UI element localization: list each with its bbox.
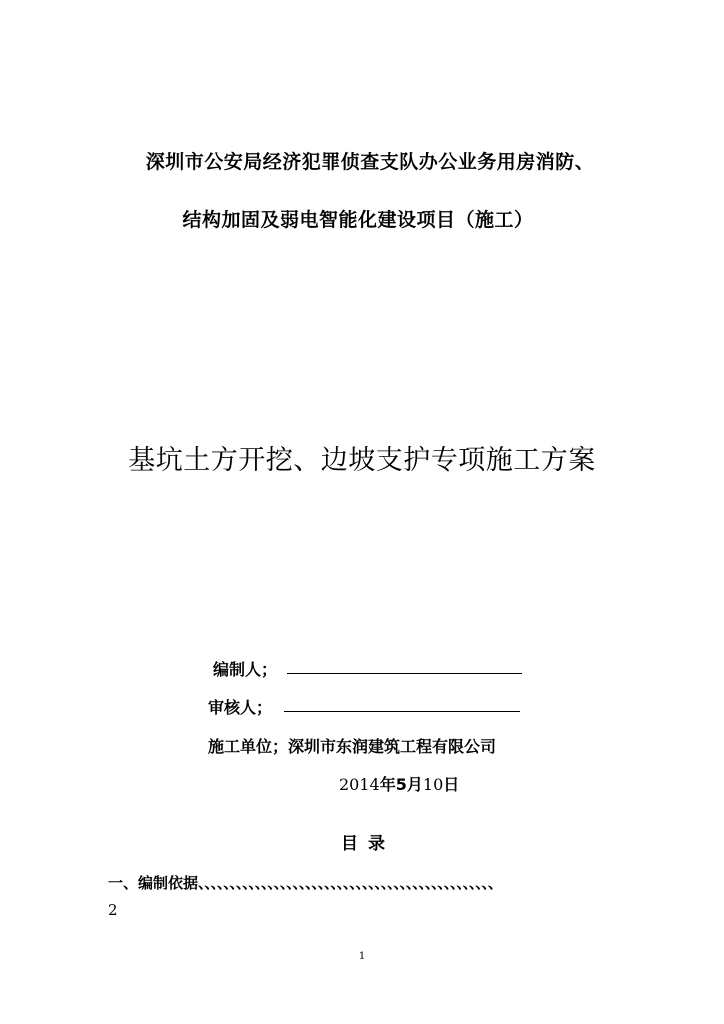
toc-entry[interactable] [108,868,633,925]
toc-heading: 目录 [341,834,395,854]
date-month-char: 月 [406,775,423,794]
toc-entry-label: 一、编制依据 [108,874,199,892]
compiler-label: 编制人； [213,660,278,679]
toc-entry-leader: 、、、、、、、、、、、、、、、、、、、、、、、、、、、、、、、、、、、、、、、、、、、、、、、 [198,874,502,892]
toc-entry-page: 2 [108,901,118,919]
page-number: 1 [358,951,366,962]
date-year-char: 年 [379,775,396,794]
date-day-char: 日 [443,775,460,794]
construction-unit-label: 施工单位； [208,737,289,756]
construction-unit-row [208,734,496,757]
compiler-signature-line [287,673,522,674]
reviewer-signature-line [284,711,520,712]
date-year: 2014 [339,775,380,794]
project-title-line-1: 深圳市公安局经济犯罪侦查支队办公业务用房消防、 [145,151,595,173]
date-month: 5 [395,775,407,794]
date-day: 10 [422,775,444,794]
construction-unit-name: 深圳市东润建筑工程有限公司 [288,737,497,756]
document-title: 基坑土方开挖、边坡支护专项施工方案 [128,445,596,476]
reviewer-label: 审核人； [208,698,273,717]
project-title-line-2: 结构加固及弱电智能化建设项目（施工） [182,209,534,231]
document-date [339,772,459,795]
